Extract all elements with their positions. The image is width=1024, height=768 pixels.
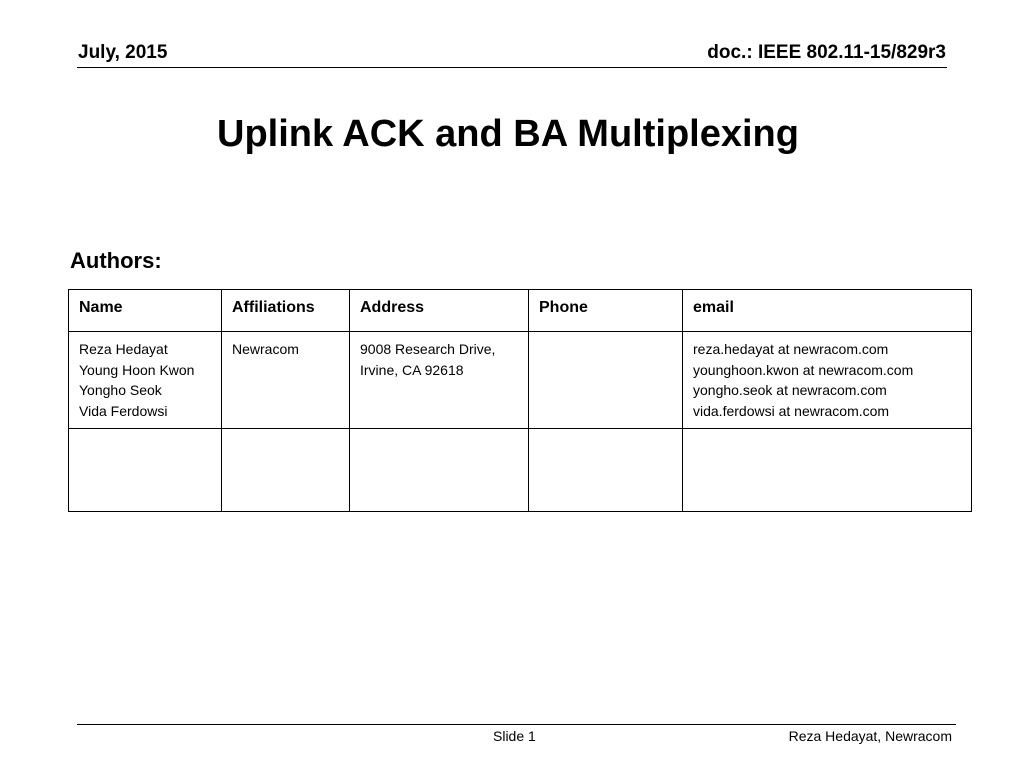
empty-cell [222,429,350,512]
column-header-email: email [683,290,972,332]
column-header-address: Address [350,290,529,332]
cell-address [350,332,529,429]
author-email: yongho.seok at newracom.com [693,382,887,398]
authors-label: Authors: [70,248,162,273]
document-number: doc.: IEEE 802.11-15/829r3 [707,42,946,63]
author-name: Young Hoon Kwon [79,361,195,378]
header-divider [77,67,947,68]
column-header-affiliations: Affiliations [222,290,350,332]
empty-cell [69,429,222,512]
empty-cell [529,429,683,512]
author-name: Yongho Seok [79,382,162,398]
footer-divider [77,724,956,725]
authors-table [68,289,972,512]
author-name: Reza Hedayat [79,341,168,357]
cell-phone [529,332,683,429]
cell-emails [683,332,972,429]
table-row [69,332,972,429]
cell-names [69,332,222,429]
author-email: younghoon.kwon at newracom.com [693,361,914,378]
column-header-phone: Phone [529,290,683,332]
footer-author: Reza Hedayat, Newracom [788,728,952,744]
author-email: reza.hedayat at newracom.com [693,341,889,357]
slide-number: Slide 1 [493,728,536,744]
empty-cell [350,429,529,512]
table-row-empty [69,429,972,512]
author-email: vida.ferdowsi at newracom.com [693,402,890,419]
slide-title: Uplink ACK and BA Multiplexing [217,113,799,155]
column-header-name: Name [69,290,222,332]
header-date: July, 2015 [78,42,168,63]
cell-affiliation: Newracom [222,332,350,429]
address-line: Irvine, CA 92618 [360,361,464,378]
empty-cell [683,429,972,512]
address-line: 9008 Research Drive, [360,341,496,357]
author-name: Vida Ferdowsi [79,402,168,419]
table-header-row [69,290,972,332]
